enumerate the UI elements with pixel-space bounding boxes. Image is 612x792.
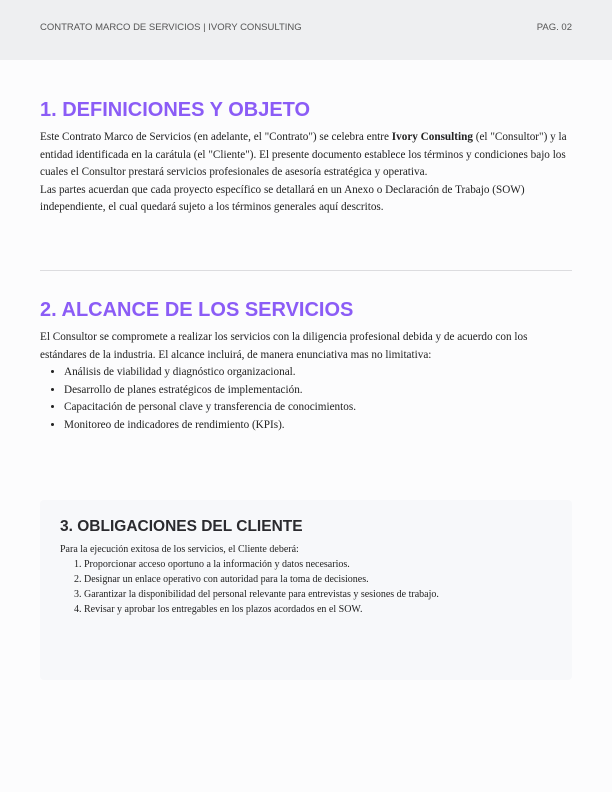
section-2-heading: 2. ALCANCE DE LOS SERVICIOS xyxy=(40,299,354,321)
services-list xyxy=(40,364,572,435)
section-1-heading: 1. DEFINICIONES Y OBJETO xyxy=(40,99,311,121)
section-1-body xyxy=(40,129,572,217)
text: Este Contrato Marco de Servicios (en adelante, el "Contrato") se celebra entre xyxy=(40,131,392,143)
list-item: 1. Proporcionar acceso oportuno a la información y datos necesarios. xyxy=(84,557,572,572)
list-item: • Análisis de viabilidad y diagnóstico organizacional. xyxy=(64,364,572,382)
section-3-intro: Para la ejecución exitosa de los servicios, el Cliente deberá: xyxy=(60,544,299,555)
list-item: 3. Garantizar la disponibilidad del personal relevante para entrevistas y sesiones de trabajo. xyxy=(84,587,572,602)
list-item: 4. Revisar y aprobar los entregables en los plazos acordados en el SOW. xyxy=(84,602,572,617)
page-number: PAG. 02 xyxy=(536,22,572,33)
text: Las partes acuerdan que cada proyecto específico se detallará en un Anexo o Declaración de Trabajo (SOW) independiente, el cual quedará sujeto a los términos generales aquí descritos. xyxy=(40,183,525,213)
section-3-box xyxy=(40,500,572,680)
text: (el "Consultor") y la entidad identificada en la carátula (el "Cliente"). El presente documento establece los términos y condiciones bajo los cuales el Consultor prestará servicios profesionales de asesoría estratégica y operativa. xyxy=(40,131,567,178)
list-item: 2. Designar un enlace operativo con autoridad para la toma de decisiones. xyxy=(84,572,572,587)
section-2-body xyxy=(40,329,572,435)
list-item: • Monitoreo de indicadores de rendimiento (KPIs). xyxy=(64,417,572,435)
header-title: CONTRATO MARCO DE SERVICIOS | IVORY CONSULTING xyxy=(40,22,302,33)
company-name: Ivory Consulting xyxy=(391,131,473,143)
divider xyxy=(40,270,572,271)
section-3-heading: 3. OBLIGACIONES DEL CLIENTE xyxy=(60,518,303,535)
list-item: • Desarrollo de planes estratégicos de implementación. xyxy=(64,382,572,400)
obligations-list xyxy=(40,557,572,617)
section-2-intro: El Consultor se compromete a realizar los servicios con la diligencia profesional debida y de acuerdo con los estándares de la industria. El alcance incluirá, de manera enunciativa mas no limitativa: xyxy=(40,331,528,361)
page-header xyxy=(0,0,612,60)
list-item: • Capacitación de personal clave y transferencia de conocimientos. xyxy=(64,399,572,417)
